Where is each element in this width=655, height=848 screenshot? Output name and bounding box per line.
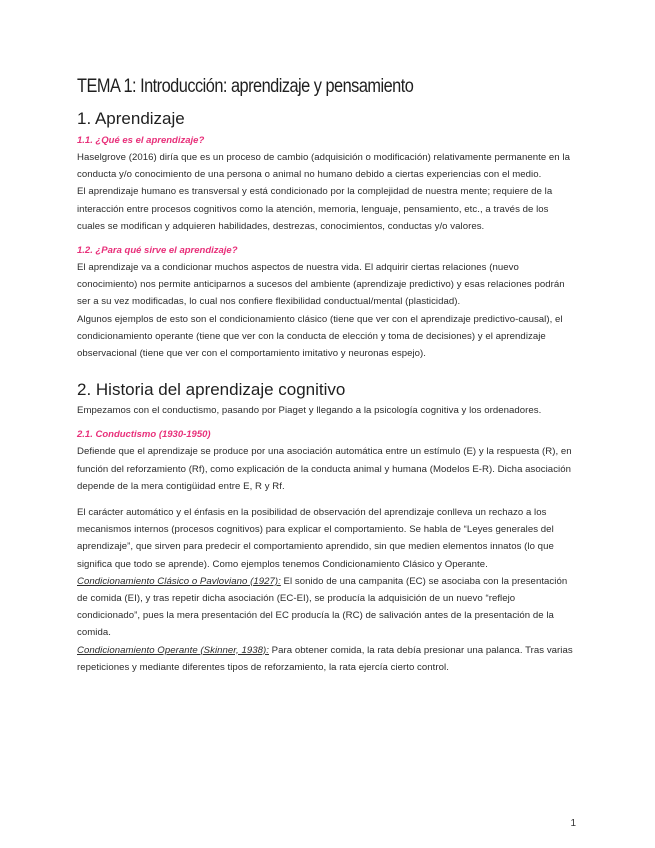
paragraph	[77, 642, 579, 676]
subsection-1-2-heading: 1.2. ¿Para qué sirve el aprendizaje?	[77, 245, 238, 257]
paragraph: El aprendizaje va a condicionar muchos aspectos de nuestra vida. El adquirir ciertas relaciones (nuevo conocimiento) nos permite anticiparnos a sucesos del ambiente (aprendizaje predictivo) y esas relaciones podrán ser a su vez modificadas, lo cual nos confiere flexibilidad conductual/mental (plasticidad).	[77, 262, 565, 308]
page-number: 1	[570, 818, 576, 829]
term-classical-conditioning: Condicionamiento Clásico o Pavloviano (1927):	[77, 575, 281, 587]
paragraph-text: El sonido de una campanita (EC) se asociaba con la presentación de comida (EI), y tras repetir dicha asociación (EC-EI), se producía la adquisición de un nuevo “reflejo condicionado”, pues la mera presentación del EC producía la (RC) de salivación antes de la presentación de la comida.	[77, 575, 568, 639]
paragraph-text: Para obtener comida, la rata debía presionar una palanca. Tras varias repeticiones y mediante diferentes tipos de reforzamiento, la rata ejercía cierto control.	[77, 644, 573, 673]
subsection-2-1-heading: 2.1. Conductismo (1930-1950)	[77, 429, 211, 441]
term-operant-conditioning: Condicionamiento Operante (Skinner, 1938):	[77, 644, 269, 656]
document-title: TEMA 1: Introducción: aprendizaje y pensamiento	[77, 76, 414, 97]
paragraph: Empezamos con el conductismo, pasando por Piaget y llegando a la psicología cognitiva y los ordenadores.	[77, 405, 542, 417]
paragraph: El carácter automático y el énfasis en la posibilidad de observación del aprendizaje conlleva un rechazo a los mecanismos internos (procesos cognitivos) para explicar el comportamiento. Se habla de “Leyes generales del aprendizaje”, que sirven para predecir el comportamiento aprendido, sin que medien elementos innatos (lo que significa que todo se aprende). Como ejemplos tenemos Condicionamiento Clásico y Operante.	[77, 507, 554, 570]
paragraph	[77, 573, 579, 642]
section-2-heading: 2. Historia del aprendizaje cognitivo	[77, 380, 346, 400]
paragraph: Defiende que el aprendizaje se produce por una asociación automática entre un estímulo (E) y la respuesta (R), en función del reforzamiento (Rf), como explicación de la conducta animal y humana (Modelos E-R). Dicha asociación depende de la mera contigüidad entre E, R y Rf.	[77, 446, 572, 492]
paragraph: Algunos ejemplos de esto son el condicionamiento clásico (tiene que ver con el aprendizaje predictivo-causal), el condicionamiento operante (tiene que ver con la conducta de elección y toma de decisiones) y el aprendizaje observacional (tiene que ver con el comportamiento imitativo y neuronas espejo).	[77, 313, 563, 360]
section-1-heading: 1. Aprendizaje	[77, 109, 185, 128]
paragraph: El aprendizaje humano es transversal y está condicionado por la complejidad de nuestra mente; requiere de la interacción entre procesos cognitivos como la atención, memoria, lenguaje, pensamiento, etc., a través de los cuales se modifican y adquieren habilidades, destrezas, conocimientos, conductas y/o valores.	[77, 186, 553, 232]
subsection-1-1-heading: 1.1. ¿Qué es el aprendizaje?	[77, 135, 205, 146]
paragraph: Haselgrove (2016) diría que es un proceso de cambio (adquisición o modificación) relativamente permanente en la conducta y/o conocimiento de una persona o animal no humano debido a ciertas experiencias con el medio.	[77, 152, 570, 181]
